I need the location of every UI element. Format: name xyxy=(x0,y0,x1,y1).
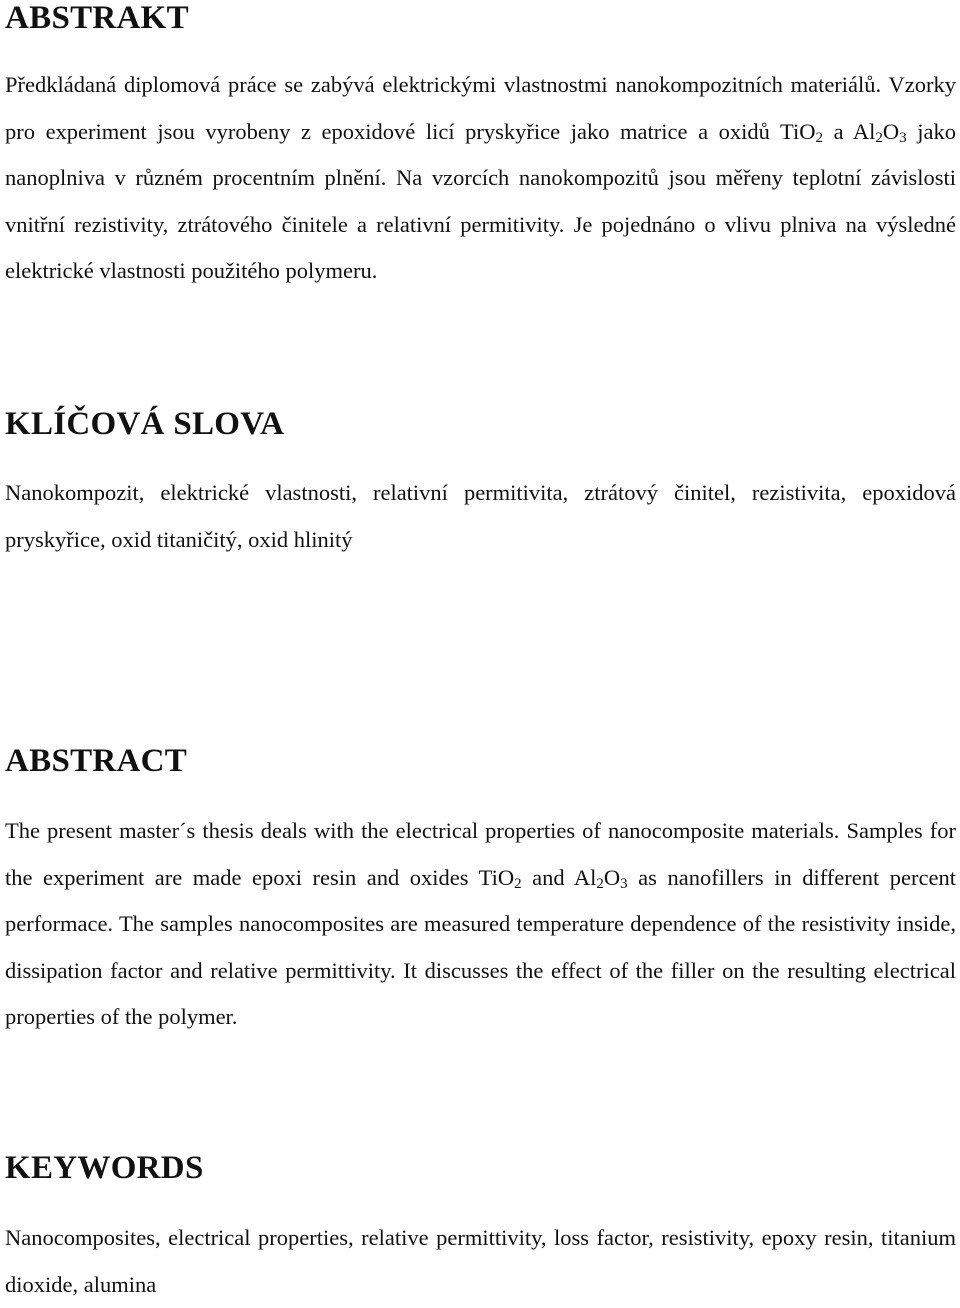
abstract-text-4: as nanofillers in different percent performace. The samples nanocomposites are measured temperature dependence of the resistivity inside, dissipation factor and relative permittivity. It discusses the effect of the filler on the resulting electrical properties of the polymer. xyxy=(5,864,956,1029)
abstrakt-text-2: a Al xyxy=(823,118,876,144)
abstract-sub-2: 2 xyxy=(596,875,604,892)
abstrakt-heading: ABSTRAKT xyxy=(5,0,189,36)
keywords-paragraph: Nanocomposites, electrical properties, relative permittivity, loss factor, resistivity, epoxy resin, titanium dioxide, alumina xyxy=(5,1225,956,1297)
abstract-paragraph xyxy=(5,808,956,1041)
abstrakt-sub-1: 2 xyxy=(815,129,824,146)
abstrakt-text-4: jako nanoplniva v různém procentním plnění. Na vzorcích nanokompozitů jsou měřeny teplotní závislosti vnitřní rezistivity, ztrátového činitele a relativní permitivity. Je pojednáno o vlivu plniva na výsledné elektrické vlastnosti použitého polymeru. xyxy=(5,118,956,283)
abstract-sub-1: 2 xyxy=(514,875,522,892)
abstract-sub-3: 3 xyxy=(620,875,628,892)
abstract-text-2: and Al xyxy=(521,864,597,890)
klicova-slova-paragraph: Nanokompozit, elektrické vlastnosti, relativní permitivita, ztrátový činitel, rezistivita, epoxidová pryskyřice, oxid titaničitý, oxid hlinitý xyxy=(5,480,956,552)
klicova-slova-heading: KLÍČOVÁ SLOVA xyxy=(5,406,285,442)
abstract-text-3: O xyxy=(603,864,621,890)
abstrakt-sub-3: 3 xyxy=(899,129,907,146)
abstract-text-1: The present master´s thesis deals with the electrical properties of nanocomposite materials. Samples for the experiment are made epoxi resin and oxides TiO xyxy=(5,818,956,890)
abstract-heading: ABSTRACT xyxy=(5,743,188,779)
abstrakt-text-1: Předkládaná diplomová práce se zabývá elektrickými vlastnostmi nanokompozitních materiálů. Vzorky pro experiment jsou vyrobeny z epoxidové licí pryskyřice jako matrice a oxidů TiO xyxy=(5,72,956,144)
abstrakt-paragraph xyxy=(5,62,956,295)
keywords-heading: KEYWORDS xyxy=(5,1150,204,1186)
abstrakt-text-3: O xyxy=(882,118,900,144)
abstrakt-sub-2: 2 xyxy=(875,129,883,146)
